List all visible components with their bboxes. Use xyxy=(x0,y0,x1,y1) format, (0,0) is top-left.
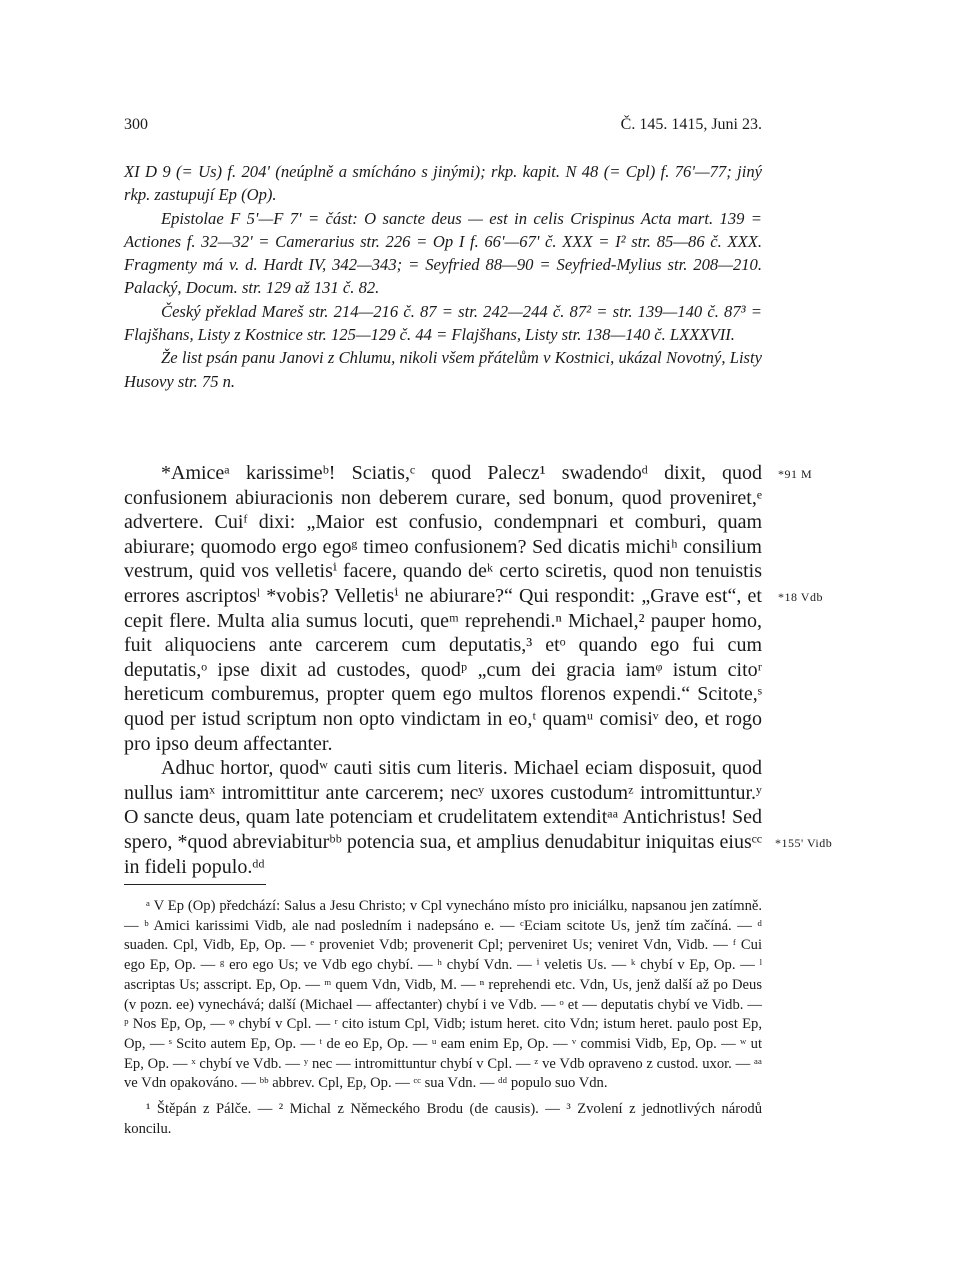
letter-paragraph: *Amiceᵃ karissimeᵇ! Sciatis,ᶜ quod Palecz¹ swadendoᵈ dixit, quod confusionem abiuracionis non deberem curare, sed bonum, quod proveniret,ᵉ advertere. Cuiᶠ dixi: „Maior est confusio, condempnari et comburi, quam abiurare; quomodo ergo egoᵍ timeo confusionem? Sed dicatis michiʰ consilium vestrum, quid vos velletisⁱ facere, quando deᵏ certo sciretis, quod non tenuistis errores ascriptosˡ *vobis? Velletisⁱ ne abiurare?“ Qui respondit: „Grave est“, et cepit flere. Multa alia sumus locuti, queᵐ reprehendi.ⁿ Michael,² pauper homo, fuit aliquociens ante carcerem cum deputatis,³ etᵒ quando ego fui cum deputatis,ᵒ ipse dixit ad custodes, quodᵖ „cum dei gracia iamᵠ istum citoʳ hereticum comburemus, propter quem ego multos florenos expendi.“ Scitote,ˢ quod per istud scriptum non opto vindictam in eo,ᵗ quamᵘ comisiᵛ deo, et rogo pro ipso deum affectanter. xyxy=(124,462,762,755)
letter-paragraph: Adhuc hortor, quodʷ cauti sitis cum literis. Michael eciam disposuit, quod nullus iamˣ intromittitur ante carcerem; necʸ uxores custodumᶻ intromittuntur.ʸ O sancte deus, quam late potenciam et crudelitatem extenditᵃᵃ Antichristus! Sed spero, *quod abreviabiturᵇᵇ potencia sua, et amplius denudabitur iniquitas eiusᶜᶜ in fideli populo.ᵈᵈ xyxy=(124,757,762,878)
margin-note: *91 M xyxy=(778,467,813,481)
manuscript-sources: XI D 9 (= Us) f. 204' (neúplně a smícháno s jinými); rkp. kapit. N 48 (= Cpl) f. 76'—77; jiný rkp. zastupují Ep (Op). xyxy=(124,162,762,205)
running-title: Č. 145. 1415, Juni 23. xyxy=(620,116,762,133)
addressee-note: Že list psán panu Janovi z Chlumu, nikoli všem přátelům v Kostnici, ukázal Novotný, Listy Husovy str. 75 n. xyxy=(124,348,762,391)
margin-note: *155' Vidb xyxy=(775,836,833,850)
footnote-rule xyxy=(124,884,266,885)
page-number: 300 xyxy=(124,116,148,133)
margin-note: *18 Vdb xyxy=(778,590,823,604)
page-header xyxy=(124,116,762,138)
source-description xyxy=(124,160,762,393)
czech-translations: Český překlad Mareš str. 214—216 č. 87 = str. 242—244 č. 87² = str. 139—140 č. 87³ = Flajšhans, Listy z Kostnice str. 125—129 č. 44 = Flajšhans, Listy str. 138—140 č. LXXXVII. xyxy=(124,301,762,345)
critical-apparatus: ᵃ V Ep (Op) předchází: Salus a Jesu Christo; v Cpl vynecháno místo pro iniciálku, napsanou jen zatímně. — ᵇ Amici karissimi Vidb, ale nad posledním i nadepsáno e. — ᶜEciam scitote Us, jenž tím začíná. — ᵈ suaden. Cpl, Vidb, Ep, Op. — ᵉ proveniet Vdb; provenerit Cpl; perveniret Us; veniret Vdn, Vidb. — ᶠ Cui ego Ep, Op. — ᵍ ero ego Us; ve Vdb ego chybí. — ʰ chybí Vdn. — ⁱ veletis Us. — ᵏ chybí v Ep, Op. — ˡ ascriptas Us; asscript. Ep, Op. — ᵐ quem Vdn, Vidb, M. — ⁿ reprehendi etc. Vdn, Us, jenž další až po Deus (v pozn. ee) vynechává; další (Michael — affectanter) chybí i ve Vdb. — ᵒ et — deputatis chybí ve Vidb. — ᵖ Nos Ep, Op, — ᵠ chybí v Cpl. — ʳ cito istum Cpl, Vidb; istum heret. cito Vdn; istum heret. paulo post Ep, Op, — ˢ Scito autem Ep, Op. — ᵗ de eo Ep, Op. — ᵘ eam enim Ep, Op. — ᵛ commisi Vidb, Ep, Op. — ʷ ut Ep, Op. — ˣ chybí ve Vdb. — ʸ nec — intromittuntur chybí v Cpl. — ᶻ ve Vdb opraveno z custod. uxor. — ᵃᵃ ve Vdn opakováno. — ᵇᵇ abbrev. Cpl, Ep, Op. — ᶜᶜ sua Vdn. — ᵈᵈ populo suo Vdn. xyxy=(124,898,762,1092)
editions-list: Epistolae F 5'—F 7' = část: O sancte deus — est in celis Crispinus Acta mart. 139 = Actiones f. 32—32' = Camerarius str. 226 = Op I f. 66'—67' č. XXX = I² str. 85—86 č. XXX. Fragmenty má v. d. Hardt IV, 342—343; = Seyfried 88—90 = Seyfried-Mylius str. 208—210. Palacký, Docum. str. 129 až 131 č. 82. xyxy=(124,208,762,298)
letter-text xyxy=(124,461,762,879)
footnotes xyxy=(124,897,762,1139)
explanatory-notes: ¹ Štěpán z Pálče. — ² Michal z Německého Brodu (de causis). — ³ Zvolení z jednotlivých národů koncilu. xyxy=(124,1101,762,1137)
